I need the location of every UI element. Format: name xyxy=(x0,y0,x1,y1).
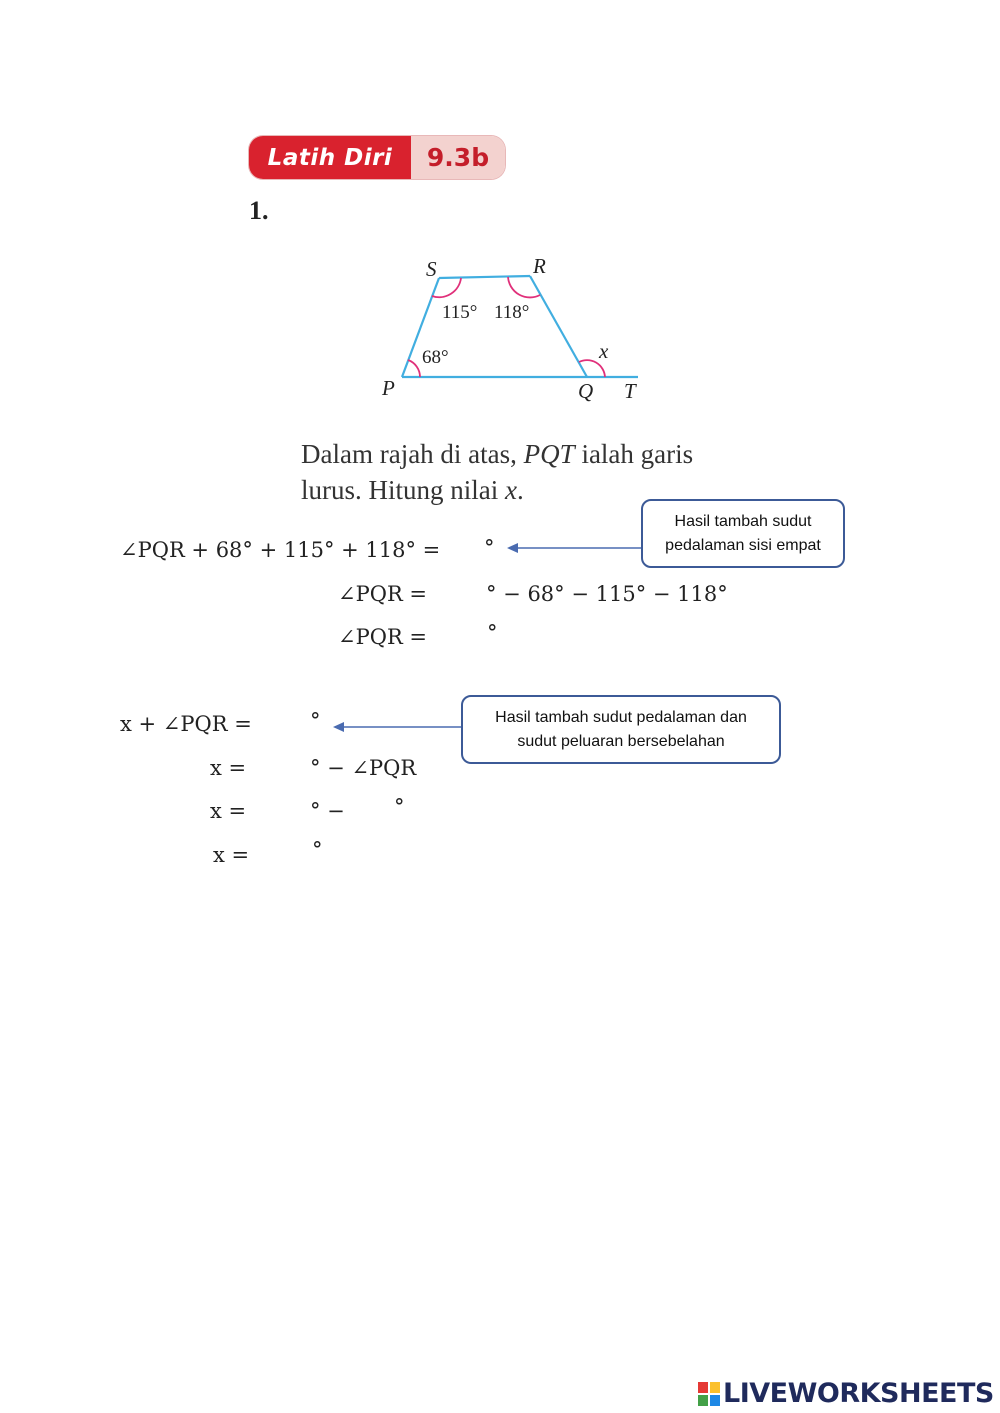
eq2-line3-rhs-a: ° − xyxy=(310,799,345,823)
question-line-1: Dalam rajah di atas, PQT ialah garis xyxy=(301,439,694,469)
exercise-badge xyxy=(249,136,505,179)
eq1-line1-rhs: ° xyxy=(484,536,495,560)
question-text xyxy=(301,436,771,508)
label-r: R xyxy=(533,254,546,278)
callout-interior-exterior: Hasil tambah sudut pedalaman dan sudut peluaran bersebelahan xyxy=(461,695,781,764)
eq2-line2-lhs: x = xyxy=(210,756,247,780)
eq1-line2-rhs: ° − 68° − 115° − 118° xyxy=(486,582,728,606)
angle-label-p: 68° xyxy=(422,347,449,368)
angle-arc-p xyxy=(408,360,420,377)
eq2-line2-rhs: ° − ∠PQR xyxy=(310,756,417,780)
eq1-line1-lhs: ∠PQR + 68° + 115° + 118° = xyxy=(120,538,441,562)
eq2-line3-lhs: x = xyxy=(210,799,247,823)
eq2-line1-rhs: ° xyxy=(310,709,321,733)
eq1-line3-rhs: ° xyxy=(487,621,498,645)
badge-number: 9.3b xyxy=(411,136,505,179)
side-sr xyxy=(439,276,530,278)
callout-quadrilateral-sum: Hasil tambah sudut pedalaman sisi empat xyxy=(641,499,845,568)
callout-arrow-1 xyxy=(505,540,645,556)
side-rq xyxy=(530,276,587,377)
angle-label-s: 115° xyxy=(442,302,478,323)
angle-label-r: 118° xyxy=(494,302,530,323)
callout-arrow-2 xyxy=(331,719,465,735)
eq2-line4-lhs: x = xyxy=(213,843,250,867)
eq2-line4-rhs: ° xyxy=(312,838,323,862)
logo-blocks-icon xyxy=(698,1382,720,1406)
question-line-2: lurus. Hitung nilai x. xyxy=(301,475,524,505)
question-number: 1. xyxy=(249,196,269,225)
trapezium-diagram xyxy=(370,250,660,410)
liveworksheets-logo xyxy=(698,1378,994,1409)
logo-wordmark: LIVEWORKSHEETS xyxy=(723,1378,994,1409)
label-x: x xyxy=(599,339,609,363)
eq2-line3-rhs-b: ° xyxy=(394,795,405,819)
badge-title: Latih Diri xyxy=(249,136,411,179)
label-t: T xyxy=(624,379,636,403)
label-q: Q xyxy=(578,379,594,403)
label-s: S xyxy=(426,257,437,281)
eq1-line2-lhs: ∠PQR = xyxy=(338,582,428,606)
label-p: P xyxy=(382,376,395,400)
eq2-line1-lhs: x + ∠PQR = xyxy=(120,712,252,736)
eq1-line3-lhs: ∠PQR = xyxy=(338,625,428,649)
